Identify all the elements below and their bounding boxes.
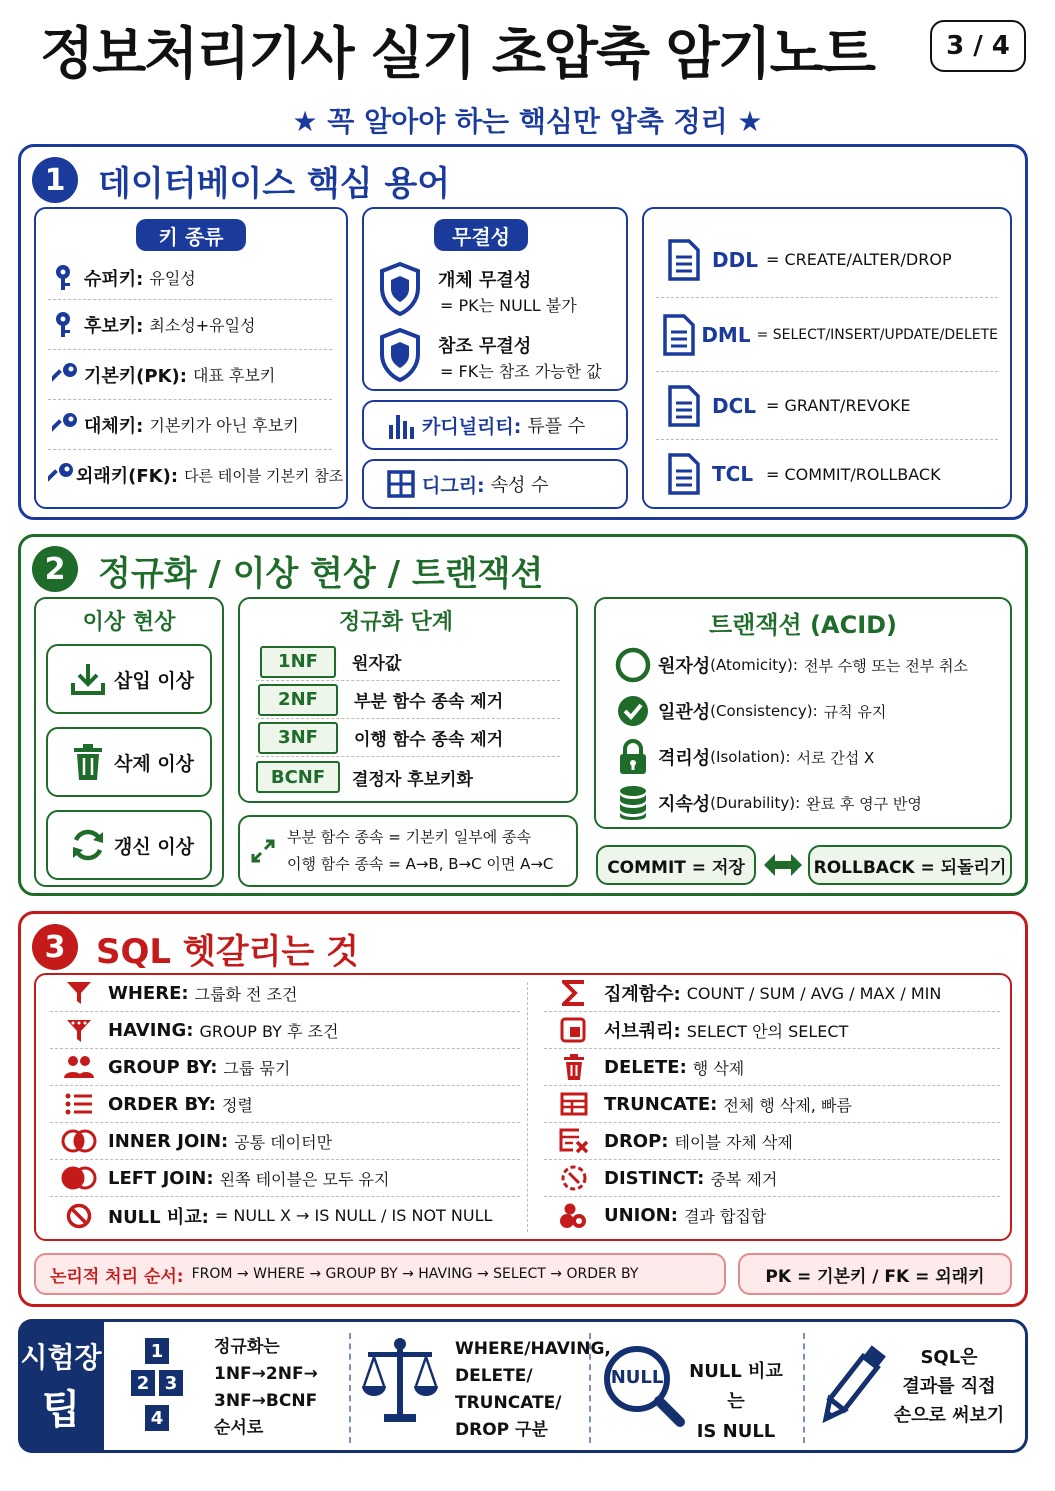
acid-english: (Isolation): [710,748,791,766]
nf-desc: 부분 함수 종속 제거 [354,692,504,712]
page-number-badge: 3 / 4 [930,20,1026,72]
tip-line: 3NF→BCNF [214,1391,318,1411]
acid-desc: 전부 수행 또는 전부 취소 [803,656,968,675]
section-number-3: 3 [32,924,78,970]
sql-desc: GROUP BY 후 조건 [199,1021,339,1041]
table-row [50,1012,520,1049]
sql-term: UNION: [604,1205,678,1226]
sql-term: DROP: [604,1130,669,1152]
scale-icon [360,1336,440,1428]
key-icon [48,264,84,292]
sql-term: GROUP BY: [108,1056,218,1078]
acid-english: (Consistency): [710,702,818,720]
sql-desc: 행 삭제 [692,1058,745,1078]
language-label: TCL [712,462,754,486]
cardinality-card [362,400,628,450]
arrows-diagonal-icon [248,836,278,866]
list-item [656,222,998,298]
sql-desc: 정렬 [221,1095,253,1115]
language-label: DDL [712,247,758,272]
inner-join-icon [50,1129,108,1153]
magnifier-null-icon [602,1344,686,1428]
degree-label: 디그리: [422,474,485,497]
document-icon [656,453,712,495]
sql-desc: 중복 제거 [710,1169,778,1189]
integrity-desc: = PK는 NULL 불가 [440,296,577,315]
shield-icon [378,262,422,316]
language-desc: = SELECT/INSERT/UPDATE/DELETE [756,326,998,343]
anomaly-item [46,810,212,880]
acid-label: 격리성 [658,748,711,769]
integrity-desc: = FK는 참조 가능한 값 [440,362,602,381]
acid-label: 지속성 [658,794,711,815]
sql-desc: 전체 행 삭제, 빠름 [723,1095,852,1115]
language-label: DML [701,322,751,347]
anomaly-label: 갱신 이상 [114,835,195,858]
language-label: DCL [712,393,757,418]
page-subtitle: ★ 꼭 알아야 하는 핵심만 압축 정리 ★ [292,105,763,138]
sql-term: 집계함수: [604,984,681,1005]
cardinality-label: 카디널리티: [422,415,522,438]
document-icon [656,385,712,427]
tip-line: NULL 비교는 [689,1361,783,1412]
sigma-icon [544,980,604,1006]
tip-divider [803,1333,805,1443]
list-item [256,681,560,719]
tip-line: 순서로 [214,1418,264,1438]
number-block: 3 [159,1370,183,1396]
table-row [544,1197,1000,1234]
divider [527,982,528,1232]
document-icon [656,239,712,281]
tip-text [684,1357,788,1447]
lock-icon [608,739,658,775]
table-row [50,975,520,1012]
sql-term: DELETE: [604,1056,687,1078]
tip-line: DROP 구분 [455,1420,548,1440]
dependency-note-line: 이행 함수 종속 = A→B, B→C 이면 A→C [287,855,554,873]
tip-text [455,1336,611,1444]
acid-label: 일관성 [658,702,711,723]
key-icon [48,411,84,439]
exam-tips-label: 팁 [41,1387,81,1433]
nf-badge: 3NF [258,722,338,754]
key-label: 기본키(PK): [84,365,187,387]
sql-term: TRUNCATE: [604,1093,718,1115]
anomaly-heading: 이상 현상 [82,610,176,635]
table-icon [544,1092,604,1116]
table-row [50,1049,520,1086]
acid-english: (Durability): [710,794,801,812]
acid-desc: 서로 간섭 X [796,748,875,767]
circle-icon [608,647,658,683]
acid-label: 원자성 [658,656,711,677]
filter-group-icon [50,1017,108,1043]
list-item [656,440,998,508]
acid-english: (Atomicity): [710,656,798,674]
logical-order-text: FROM → WHERE → GROUP BY → HAVING → SELECT → ORDER BY [191,1266,639,1282]
grid-icon [380,470,422,498]
filter-icon [50,981,108,1005]
list-item [608,734,1008,780]
table-row [544,1086,1000,1123]
tip-line: DELETE/ [455,1366,533,1386]
section-number-1: 1 [32,157,78,203]
page-title: 정보처리기사 실기 초압축 암기노트 [40,22,874,87]
exam-tips-label: 시험장 [20,1341,102,1374]
section-number-2: 2 [32,546,78,592]
integrity-label: 개체 무결성 [438,270,532,291]
tip-line: 1NF→2NF→ [214,1364,318,1384]
tip-line: 정규화는 [214,1337,280,1357]
document-icon [656,314,701,356]
nf-badge: 1NF [260,646,336,678]
acid-desc: 규칙 유지 [823,702,887,721]
section-title: 데이터베이스 핵심 용어 [98,164,451,204]
list-item [48,400,332,450]
refresh-icon [62,826,114,864]
sql-desc: = NULL X → IS NULL / IS NOT NULL [214,1206,493,1225]
bar-chart-icon [380,411,422,439]
list-icon [50,1092,108,1116]
sql-term: INNER JOIN: [108,1130,229,1152]
cardinality-desc: 튜플 수 [527,416,586,437]
sql-desc: 그룹화 전 조건 [194,984,298,1004]
sql-term: ORDER BY: [108,1093,216,1115]
users-icon [50,1055,108,1079]
table-row [544,975,1000,1012]
table-row [544,1012,1000,1049]
anomaly-label: 삭제 이상 [114,752,195,775]
list-item [256,643,560,681]
sql-desc: 테이블 자체 삭제 [674,1132,793,1152]
sql-desc: 그룹 묶기 [223,1058,291,1078]
logical-order-box [34,1253,726,1295]
normalization-heading: 정규화 단계 [339,610,453,635]
acid-desc: 완료 후 영구 반영 [806,794,922,813]
anomaly-item [46,727,212,797]
left-join-icon [50,1166,108,1190]
key-desc: 기본키가 아닌 후보키 [149,416,299,435]
integrity-label: 참조 무결성 [438,336,532,357]
tip-divider [589,1333,591,1443]
sql-term: WHERE: [108,982,189,1004]
table-row [544,1123,1000,1160]
tip-line: SQL은 [920,1347,978,1368]
sql-left-list [50,975,520,1234]
degree-desc: 속성 수 [490,475,549,496]
check-circle-icon [608,694,658,728]
key-label: 후보키: [84,315,144,337]
pk-fk-box: PK = 기본키 / FK = 외래키 [738,1253,1012,1295]
keys-heading: 키 종류 [136,219,246,251]
integrity-heading: 무결성 [434,219,528,251]
pencil-icon [818,1338,888,1430]
sql-term: DISTINCT: [604,1167,705,1189]
tip-line: WHERE/HAVING, [455,1339,611,1359]
database-icon [608,785,658,821]
list-item [608,642,1008,688]
tip-text [886,1343,1012,1430]
key-desc: 대표 후보키 [192,366,276,385]
no-icon [50,1203,108,1229]
download-icon [62,661,114,697]
sql-term: LEFT JOIN: [108,1167,214,1189]
shield-icon [378,328,422,382]
key-label: 대체키: [84,415,144,437]
language-desc: = CREATE/ALTER/DROP [766,250,952,269]
anomaly-item [46,644,212,714]
number-block: 2 [131,1370,155,1396]
list-item [256,757,560,797]
number-block: 4 [145,1405,169,1431]
table-delete-icon [544,1128,604,1154]
key-icon [48,311,84,339]
tip-line: TRUNCATE/ [455,1393,562,1413]
nf-desc: 결정자 후보키화 [352,769,473,790]
table-row [50,1086,520,1123]
tip-line: 손으로 써보기 [893,1405,1005,1426]
union-icon [544,1202,604,1230]
list-item [48,350,332,400]
key-icon [48,461,76,489]
list-item [656,298,998,372]
sql-term: NULL 비교: [108,1206,209,1228]
sql-desc: SELECT 안의 SELECT [686,1021,849,1041]
list-item [608,780,1008,826]
list-item [256,719,560,757]
key-desc: 유일성 [149,269,196,288]
commit-box: COMMIT = 저장 [596,845,756,885]
trash-icon [62,743,114,781]
table-row [50,1160,520,1197]
logical-order-label: 논리적 처리 순서: [50,1266,184,1287]
section-title: SQL 헷갈리는 것 [96,932,359,972]
list-item [48,450,344,500]
table-row [544,1049,1000,1086]
sql-desc: 왼쪽 테이블은 모두 유지 [219,1169,390,1189]
key-icon [48,361,84,389]
tip-line: IS NULL [696,1421,776,1442]
language-desc: = COMMIT/ROLLBACK [766,464,941,484]
subquery-icon [544,1017,604,1043]
tip-text [214,1334,318,1442]
nf-badge: 2NF [258,684,338,716]
null-badge: NULL [610,1367,664,1388]
list-item [48,300,332,350]
anomaly-label: 삽입 이상 [114,669,195,692]
section-title: 정규화 / 이상 현상 / 트랜잭션 [98,554,544,594]
sql-desc: COUNT / SUM / AVG / MAX / MIN [686,983,942,1003]
sql-term: 서브쿼리: [604,1021,681,1042]
sql-right-list [544,975,1000,1234]
table-row [544,1160,1000,1197]
key-desc: 최소성+유일성 [149,316,256,335]
tip-line: 결과를 직접 [902,1376,996,1397]
acid-list [608,642,1008,826]
distinct-icon [544,1164,604,1192]
nf-desc: 이행 함수 종속 제거 [354,730,504,750]
key-label: 외래키(FK): [76,466,179,487]
key-label: 슈퍼키: [84,268,144,290]
sql-desc: 결과 합집합 [683,1207,767,1226]
sql-language-list [656,222,998,508]
nf-badge: BCNF [256,761,340,793]
degree-card [362,459,628,509]
list-item [608,688,1008,734]
key-list [48,256,344,500]
list-item [656,372,998,440]
sql-desc: 공통 데이터만 [234,1132,333,1152]
table-row [50,1123,520,1160]
sql-term: HAVING: [108,1019,194,1041]
double-arrow-icon [764,852,802,878]
tip-divider [349,1333,351,1443]
number-block: 1 [145,1338,169,1364]
table-row [50,1197,520,1234]
normalization-steps [256,643,560,797]
key-desc: 다른 테이블 기본키 참조 [184,466,344,485]
dependency-note-line: 부분 함수 종속 = 기본키 일부에 종속 [287,828,532,846]
acid-heading: 트랜잭션 (ACID) [708,611,898,639]
rollback-box: ROLLBACK = 되돌리기 [808,845,1012,885]
list-item [48,256,332,300]
nf-desc: 원자값 [352,654,402,674]
trash-icon [544,1054,604,1080]
language-desc: = GRANT/REVOKE [766,396,911,415]
